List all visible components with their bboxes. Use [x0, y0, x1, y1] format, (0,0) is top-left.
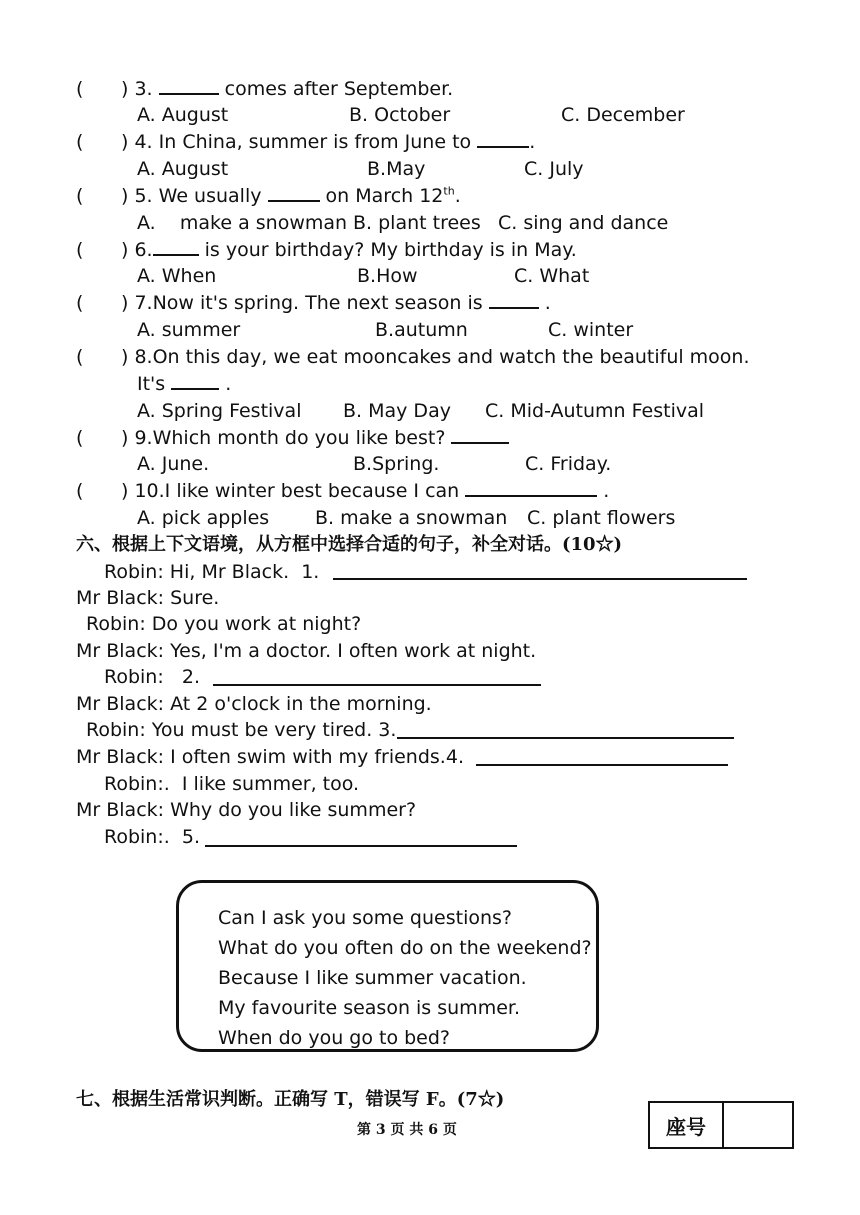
option-c: C. plant flowers: [527, 507, 676, 529]
answer-paren[interactable]: (: [76, 131, 84, 153]
answer-paren[interactable]: (: [76, 185, 84, 207]
question-4: ) 4. In China, summer is from June to .: [121, 131, 536, 153]
option-c: C. Friday.: [525, 453, 612, 475]
dialogue-line: Mr Black: I often swim with my friends.4.: [76, 746, 464, 768]
answer-line-2[interactable]: [213, 684, 541, 686]
blank[interactable]: [477, 130, 529, 148]
box-sentence: When do you go to bed?: [218, 1027, 451, 1049]
dialogue-line: Robin: Do you work at night?: [86, 613, 362, 635]
answer-paren[interactable]: (: [76, 239, 84, 261]
blank[interactable]: [268, 184, 320, 202]
question-6: ) 6. is your birthday? My birthday is in May.: [121, 239, 577, 261]
option-c: C. What: [514, 265, 590, 287]
question-3: ) 3. comes after September.: [121, 78, 454, 100]
answer-paren[interactable]: (: [76, 427, 84, 449]
question-8-line2: It's .: [137, 373, 232, 395]
blank[interactable]: [465, 479, 597, 497]
option-c: C. sing and dance: [498, 212, 669, 234]
question-10: ) 10.I like winter best because I can .: [121, 480, 610, 502]
answer-paren[interactable]: (: [76, 78, 84, 100]
blank[interactable]: [489, 291, 539, 309]
seat-number-field[interactable]: [724, 1103, 792, 1147]
dialogue-line: Robin: 2.: [104, 666, 201, 688]
option-c: C. Mid-Autumn Festival: [485, 400, 705, 422]
option-a: A. When: [137, 265, 217, 287]
question-8: ) 8.On this day, we eat mooncakes and watch the beautiful moon.: [121, 346, 750, 368]
option-a: A. August: [137, 104, 229, 126]
option-b: B. make a snowman: [315, 507, 508, 529]
seat-number-box: [648, 1101, 794, 1149]
dialogue-line: Mr Black: At 2 o'clock in the morning.: [76, 693, 432, 715]
answer-line-4[interactable]: [476, 764, 728, 766]
dialogue-line: Robin: Hi, Mr Black. 1.: [104, 561, 320, 583]
dialogue-line: Robin:. I like summer, too.: [104, 773, 360, 795]
blank[interactable]: [451, 426, 509, 444]
dialogue-line: Robin:. 5.: [104, 826, 201, 848]
box-sentence: What do you often do on the weekend?: [218, 937, 592, 959]
option-b: B.Spring.: [353, 453, 440, 475]
question-5: ) 5. We usually on March 12th.: [121, 184, 461, 207]
blank[interactable]: [159, 77, 219, 95]
box-sentence: Because I like summer vacation.: [218, 967, 527, 989]
option-c: C. winter: [548, 319, 634, 341]
blank[interactable]: [171, 372, 219, 390]
option-c: C. July: [524, 158, 584, 180]
option-a: A. August: [137, 158, 229, 180]
option-b: B.How: [357, 265, 418, 287]
box-sentence: My favourite season is summer.: [218, 997, 520, 1019]
option-a: A. make a snowman: [137, 212, 348, 234]
box-sentence: Can I ask you some questions?: [218, 907, 512, 929]
dialogue-line: Robin: You must be very tired. 3.: [86, 719, 397, 741]
option-b: B. May Day: [343, 400, 451, 422]
option-a: A. Spring Festival: [137, 400, 302, 422]
answer-line-3[interactable]: [397, 737, 734, 739]
answer-line-1[interactable]: [333, 578, 747, 580]
answer-paren[interactable]: (: [76, 346, 84, 368]
option-b: B.May: [367, 158, 426, 180]
question-7: ) 7.Now it's spring. The next season is .: [121, 292, 551, 314]
answer-line-5[interactable]: [205, 845, 517, 847]
section-7-heading: 七、根据生活常识判断。正确写 T，错误写 F。(7☆): [76, 1089, 505, 1110]
option-a: A. June.: [137, 453, 210, 475]
question-9: ) 9.Which month do you like best?: [121, 426, 509, 450]
option-b: B. October: [349, 104, 451, 126]
answer-paren[interactable]: (: [76, 292, 84, 314]
dialogue-line: Mr Black: Yes, I'm a doctor. I often work at night.: [76, 640, 537, 662]
option-c: C. December: [561, 104, 685, 126]
option-a: A. summer: [137, 319, 241, 341]
section-6-heading: 六、根据上下文语境，从方框中选择合适的句子，补全对话。(10☆): [76, 534, 623, 555]
option-b: B.autumn: [375, 319, 468, 341]
seat-label: 座号: [650, 1103, 724, 1147]
dialogue-line: Mr Black: Sure.: [76, 587, 220, 609]
option-b: B. plant trees: [353, 212, 481, 234]
page-number: 第 3 页 共 6 页: [357, 1122, 457, 1138]
option-a: A. pick apples: [137, 507, 270, 529]
dialogue-line: Mr Black: Why do you like summer?: [76, 799, 417, 821]
answer-paren[interactable]: (: [76, 480, 84, 502]
blank[interactable]: [153, 238, 199, 256]
